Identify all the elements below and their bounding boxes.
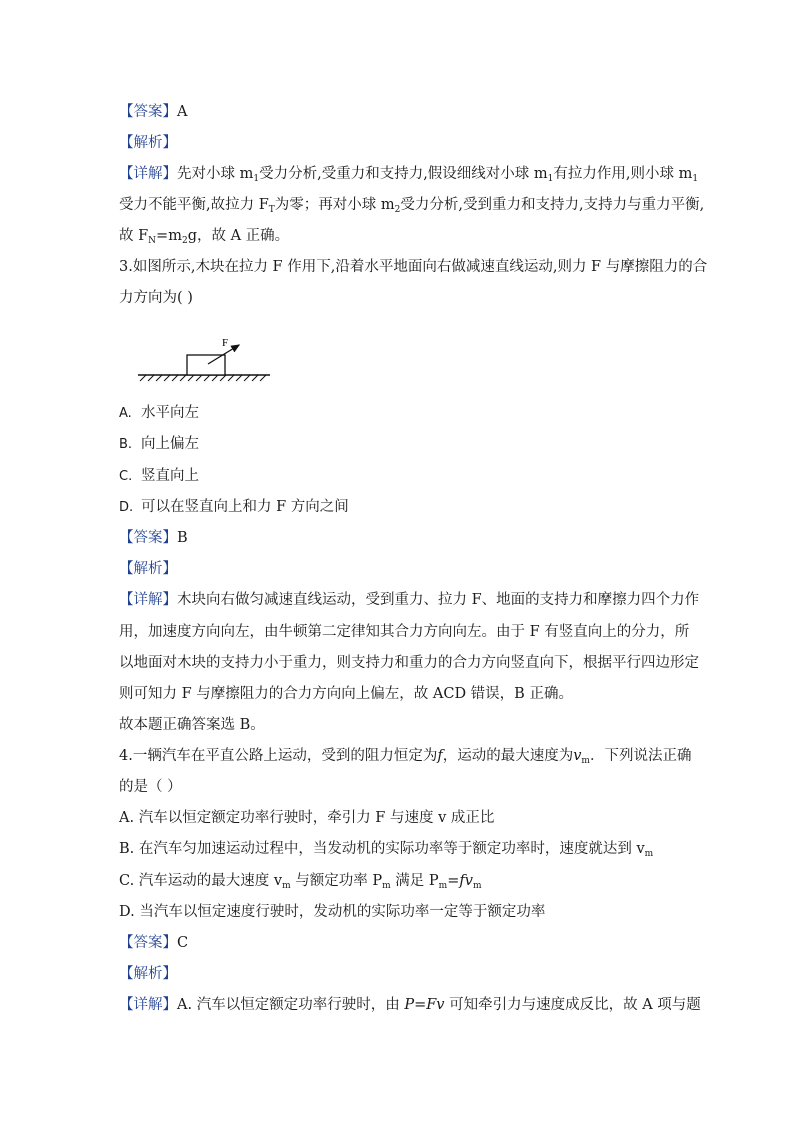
subscript: T [268, 205, 275, 215]
subscript: m [472, 881, 482, 891]
answer-label: 【答案】 [119, 935, 177, 951]
detail-line [119, 226, 289, 251]
option-text: 满足 P [390, 873, 439, 889]
q3-stem-line2: 力方向为( ) [119, 290, 193, 306]
detail-text: 木块向右做匀减速直线运动，受到重力、拉力 F、地面的支持力和摩擦力四个力作 [177, 592, 700, 608]
detail-text: 故 F [119, 228, 149, 244]
detail-line [119, 590, 699, 610]
option-key: C. [119, 469, 133, 484]
q4-option-d: D. 当汽车以恒定速度行驶时，发动机的实际功率一定等于额定功率 [119, 904, 546, 920]
subscript: 2 [181, 236, 188, 246]
answer-line-q2 [119, 102, 187, 122]
q3-option-d [119, 497, 349, 518]
subscript: m [282, 881, 291, 891]
q4-option-c [119, 871, 481, 896]
detail-label: 【详解】 [119, 166, 177, 182]
detail-text: g，故 A 正确。 [187, 228, 290, 244]
option-key: D. [119, 500, 134, 515]
symbol-f: f [437, 748, 443, 764]
detail-text: 有拉力作用,则小球 m [553, 166, 693, 182]
option-text: 向上偏左 [141, 436, 199, 452]
detail-text: =m [156, 228, 182, 244]
q4-stem-line1 [119, 746, 691, 771]
block-force-diagram [136, 330, 276, 385]
answer-value: A [177, 104, 188, 120]
q3-stem-line1: 3.如图所示,木块在拉力 F 作用下,沿着水平地面向右做减速直线运动,则力 F 与摩擦阻力的合 [119, 259, 708, 275]
stem-text: ．下列说法正确 [589, 748, 692, 764]
answer-value: B [177, 530, 188, 546]
force-f-label: F [222, 337, 229, 349]
analysis-label-q2 [119, 133, 177, 153]
wooden-block [187, 355, 225, 375]
option-text: 可以在竖直向上和力 F 方向之间 [141, 499, 349, 515]
subscript: N [148, 236, 157, 246]
detail-line [119, 164, 698, 189]
detail-label: 【详解】 [119, 997, 177, 1013]
stem-text: ，运动的最大速度为 [442, 748, 574, 764]
subscript: m [438, 881, 448, 891]
ground-hatching [140, 375, 266, 381]
q3-option-b [119, 434, 199, 455]
answer-label: 【答案】 [119, 104, 177, 120]
option-key: A. [119, 406, 132, 421]
q4-option-a: A. 汽车以恒定额定功率行驶时，牵引力 F 与速度 v 成正比 [119, 810, 495, 826]
subscript: 1 [547, 174, 554, 184]
answer-line-q3 [119, 528, 188, 548]
answer-value: C [177, 935, 189, 951]
option-text: 与额定功率 P [290, 873, 383, 889]
detail-text: 可知牵引力与速度成反比，故 A 项与题 [444, 997, 701, 1013]
analysis-label: 【解析】 [119, 561, 177, 577]
analysis-label-q4 [119, 964, 177, 984]
q3-figure-block-on-ground [136, 330, 276, 389]
q4-stem-line2: 的是（ ） [119, 779, 182, 795]
option-text: 竖直向上 [141, 468, 199, 484]
symbol-v: v [573, 748, 582, 764]
q4-option-b [119, 839, 653, 864]
q3-option-a [119, 403, 199, 424]
subscript: 1 [692, 174, 699, 184]
option-text: 水平向左 [141, 405, 199, 421]
stem-text: 4.一辆汽车在平直公路上运动，受到的阻力恒定为 [119, 748, 438, 764]
answer-label: 【答案】 [119, 530, 177, 546]
subscript: m [581, 756, 590, 766]
detail-line: 用，加速度方向向左，由牛顿第二定律知其合力方向向左。由于 F 有竖直向上的分力，所 [119, 624, 690, 640]
option-text: C. 汽车运动的最大速度 v [119, 873, 283, 889]
subscript: 2 [394, 205, 401, 215]
detail-line [119, 195, 704, 220]
analysis-label: 【解析】 [119, 135, 177, 151]
detail-text: 受力分析,受重力和支持力,假设细线对小球 m [259, 166, 548, 182]
detail-text: 先对小球 m [177, 166, 254, 182]
detail-text: 受力不能平衡,故拉力 F [119, 197, 269, 213]
q3-option-c [119, 466, 199, 487]
conclusion-line: 故本题正确答案选 B。 [119, 717, 265, 733]
option-key: B. [119, 437, 133, 452]
detail-line [119, 995, 701, 1015]
detail-line: 则可知力 F 与摩擦阻力的合力方向向上偏左，故 ACD 错误，B 正确。 [119, 686, 573, 702]
answer-line-q4 [119, 933, 188, 953]
equation: P=Fv [404, 997, 445, 1013]
detail-label: 【详解】 [119, 592, 177, 608]
detail-text: A. 汽车以恒定额定功率行驶时，由 [177, 997, 405, 1013]
detail-text: 受力分析,受到重力和支持力,支持力与重力平衡, [400, 197, 705, 213]
analysis-label: 【解析】 [119, 966, 177, 982]
option-text: B. 在汽车匀加速运动过程中，当发动机的实际功率等于额定功率时，速度就达到 v [119, 841, 645, 857]
subscript: 1 [253, 174, 260, 184]
analysis-label-q3 [119, 559, 177, 579]
detail-text: 为零；再对小球 m [274, 197, 395, 213]
subscript: m [382, 881, 391, 891]
detail-line: 以地面对木块的支持力小于重力，则支持力和重力的合力方向竖直向下，根据平行四边形定 [119, 655, 699, 671]
subscript: m [644, 849, 654, 859]
equation: =fv [447, 873, 473, 889]
